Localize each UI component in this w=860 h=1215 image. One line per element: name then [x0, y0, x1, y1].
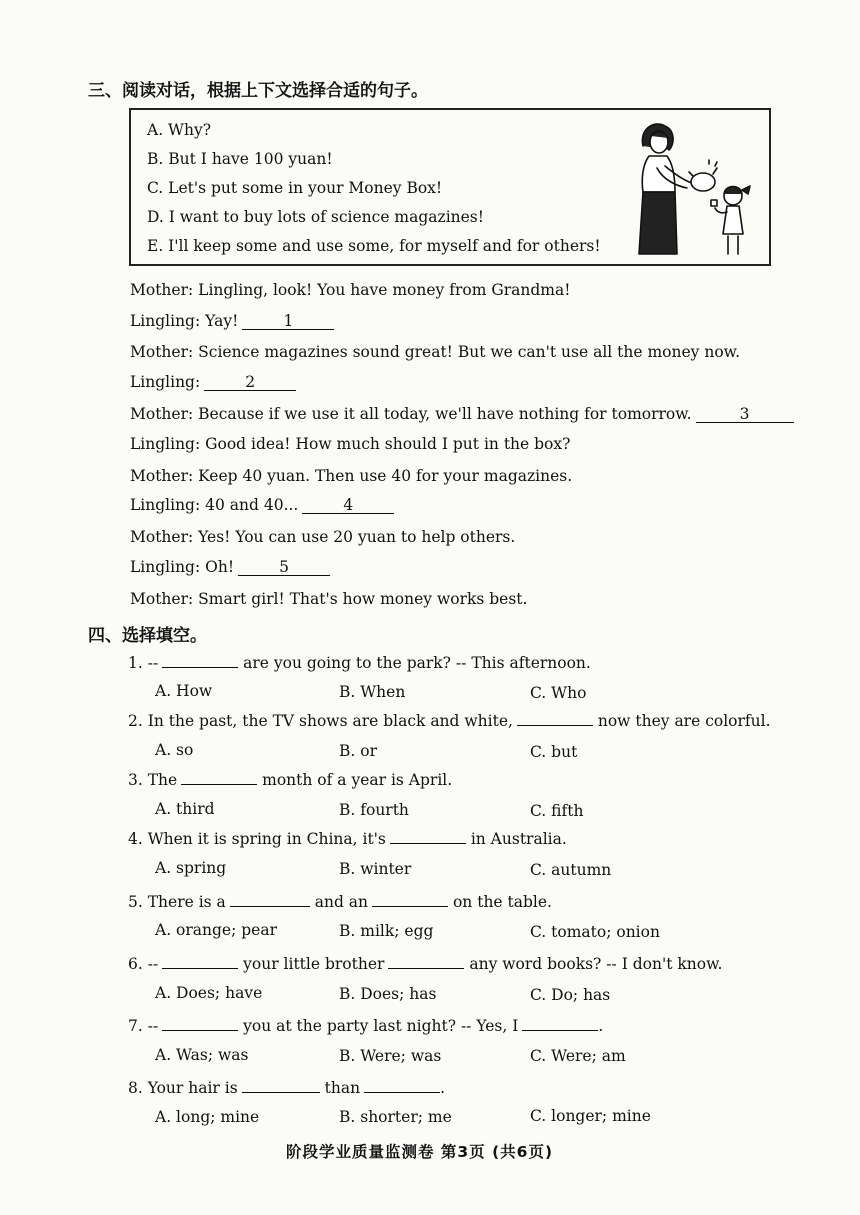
- dialogue-line-1: Mother: Lingling, look! You have money from Grandma!: [130, 281, 571, 299]
- question-2: 2. In the past, the TV shows are black and white, now they are colorful.: [128, 712, 771, 730]
- q6-choice-c[interactable]: C. Do; has: [530, 986, 611, 1004]
- option-c: C. Let's put some in your Money Box!: [147, 179, 443, 197]
- dialogue-line-8: Lingling: 40 and 40... 4: [130, 496, 394, 514]
- q6-choice-a[interactable]: A. Does; have: [155, 984, 263, 1002]
- q4-choice-a[interactable]: A. spring: [155, 859, 227, 877]
- question-5: 5. There is a and an on the table.: [128, 893, 552, 911]
- question-7: 7. -- you at the party last night? -- Yes, I .: [128, 1017, 604, 1035]
- question-5-blank-1[interactable]: [230, 892, 310, 907]
- dialogue-blank-5[interactable]: 5: [238, 560, 330, 576]
- q2-choice-b[interactable]: B. or: [339, 742, 377, 760]
- q8-choice-b[interactable]: B. shorter; me: [339, 1108, 452, 1126]
- question-2-blank[interactable]: [517, 711, 593, 726]
- dialogue-line-3: Mother: Science magazines sound great! But we can't use all the money now.: [130, 343, 741, 361]
- dialogue-line-9: Mother: Yes! You can use 20 yuan to help others.: [130, 528, 516, 546]
- question-1-blank[interactable]: [162, 653, 238, 668]
- q7-choice-a[interactable]: A. Was; was: [155, 1046, 249, 1064]
- q6-choice-b[interactable]: B. Does; has: [339, 985, 437, 1003]
- q1-choice-c[interactable]: C. Who: [530, 684, 587, 702]
- q7-choice-c[interactable]: C. Were; am: [530, 1047, 626, 1065]
- section-3-title: 三、阅读对话，根据上下文选择合适的句子。: [88, 81, 428, 101]
- question-3-blank[interactable]: [181, 770, 257, 785]
- question-7-blank-2[interactable]: [522, 1016, 598, 1031]
- question-8-blank-1[interactable]: [242, 1078, 320, 1093]
- q2-choice-a[interactable]: A. so: [155, 741, 194, 759]
- dialogue-blank-2[interactable]: 2: [204, 375, 296, 391]
- q8-choice-a[interactable]: A. long; mine: [155, 1108, 260, 1126]
- section-4-title: 四、选择填空。: [88, 626, 207, 646]
- option-d: D. I want to buy lots of science magazines!: [147, 208, 484, 226]
- question-1: 1. -- are you going to the park? -- This afternoon.: [128, 654, 591, 672]
- option-e: E. I'll keep some and use some, for myself and for others!: [147, 237, 601, 255]
- q3-choice-b[interactable]: B. fourth: [339, 801, 409, 819]
- dialogue-line-2: Lingling: Yay! 1: [130, 312, 334, 330]
- options-box: [129, 108, 771, 266]
- dialogue-line-7: Mother: Keep 40 yuan. Then use 40 for your magazines.: [130, 467, 573, 485]
- question-4-blank[interactable]: [390, 829, 466, 844]
- q5-choice-b[interactable]: B. milk; egg: [339, 922, 434, 940]
- q4-choice-c[interactable]: C. autumn: [530, 861, 612, 879]
- question-6-blank-1[interactable]: [162, 954, 238, 969]
- q5-choice-a[interactable]: A. orange; pear: [155, 921, 278, 939]
- dialogue-blank-1[interactable]: 1: [242, 314, 334, 330]
- q1-choice-a[interactable]: A. How: [155, 682, 213, 700]
- dialogue-line-4: Lingling: 2: [130, 373, 296, 391]
- question-3: 3. The month of a year is April.: [128, 771, 453, 789]
- q2-choice-c[interactable]: C. but: [530, 743, 578, 761]
- q3-choice-a[interactable]: A. third: [155, 800, 215, 818]
- q3-choice-c[interactable]: C. fifth: [530, 802, 584, 820]
- q5-choice-c[interactable]: C. tomato; onion: [530, 923, 660, 941]
- question-5-blank-2[interactable]: [372, 892, 448, 907]
- q7-choice-b[interactable]: B. Were; was: [339, 1047, 442, 1065]
- q8-choice-c[interactable]: C. longer; mine: [530, 1107, 651, 1125]
- dialogue-line-5: Mother: Because if we use it all today, we'll have nothing for tomorrow. 3: [130, 405, 794, 423]
- question-8: 8. Your hair is than .: [128, 1079, 445, 1097]
- dialogue-line-6: Lingling: Good idea! How much should I put in the box?: [130, 435, 571, 453]
- question-4: 4. When it is spring in China, it's in Australia.: [128, 830, 567, 848]
- mother-and-girl-illustration: [629, 116, 763, 258]
- q1-choice-b[interactable]: B. When: [339, 683, 406, 701]
- dialogue-line-10: Lingling: Oh! 5: [130, 558, 330, 576]
- q4-choice-b[interactable]: B. winter: [339, 860, 412, 878]
- dialogue-line-11: Mother: Smart girl! That's how money works best.: [130, 590, 528, 608]
- question-6-blank-2[interactable]: [388, 954, 464, 969]
- question-6: 6. -- your little brother any word books? -- I don't know.: [128, 955, 723, 973]
- dialogue-blank-3[interactable]: 3: [696, 407, 794, 423]
- option-b: B. But I have 100 yuan!: [147, 150, 333, 168]
- page-footer: 阶段学业质量监测卷 第3页 (共6页): [286, 1143, 554, 1161]
- question-8-blank-2[interactable]: [364, 1078, 440, 1093]
- dialogue-blank-4[interactable]: 4: [302, 498, 394, 514]
- question-7-blank-1[interactable]: [162, 1016, 238, 1031]
- option-a: A. Why?: [147, 121, 212, 139]
